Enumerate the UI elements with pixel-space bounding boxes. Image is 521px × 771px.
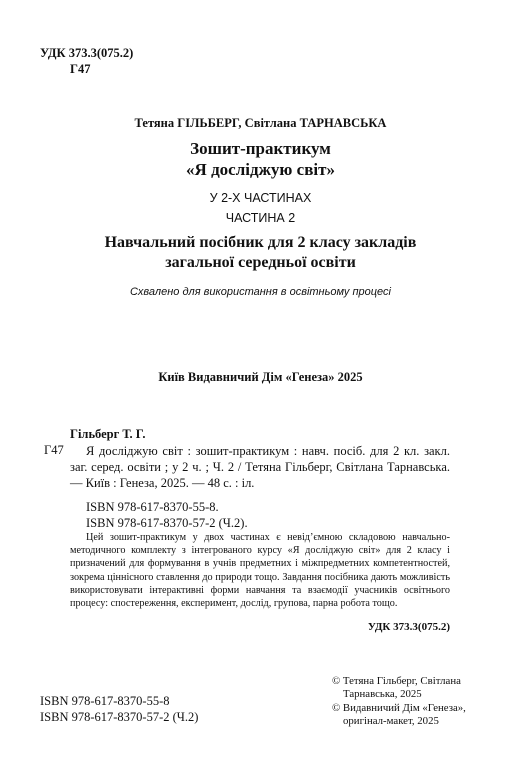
- catalog-card-code: Г47: [44, 443, 64, 457]
- book-title-line: Зошит-практикум: [190, 139, 331, 158]
- approval-note: Схвалено для використання в освітньому процесі: [129, 286, 391, 298]
- book-authors: Тетяна ГІЛЬБЕРГ, Світлана ТАРНАВСЬКА: [134, 116, 387, 130]
- isbn-line: ISBN 978-617-8370-55-8.: [86, 500, 219, 514]
- isbn-line: ISBN 978-617-8370-57-2 (Ч.2): [40, 710, 199, 724]
- book-title: [0, 138, 521, 180]
- publisher-imprint: Київ Видавничий Дім «Генеза» 2025: [158, 370, 363, 384]
- book-subtitle: [0, 233, 521, 273]
- copyright-line: оригінал-макет, 2025: [343, 715, 439, 728]
- catalog-card-annotation: Цей зошит-практикум у двох частинах є невід’ємною складовою навчально-методичного комплекту з інтегрованого курсу «Я досліджую світ» для 2 класу і призначений для формування в учнів предметних і міжпредметних компетентностей, зокрема ціннісного ставлення до природи тощо. Завдання посібника дають можливість використовувати інтерактивні форми навчання та взаємодії учасників освітнього процесу: спостереження, експеримент, дослід, групова, парна робота тощо.: [70, 532, 450, 610]
- author-mark: Г47: [70, 62, 91, 76]
- udk-code: УДК 373.3(075.2): [40, 46, 134, 60]
- parts-count: У 2-Х ЧАСТИНАХ: [209, 191, 312, 205]
- part-number: ЧАСТИНА 2: [225, 211, 296, 225]
- copyright-line: © Тетяна Гільберг, Світлана: [332, 675, 461, 687]
- bottom-isbn-block: [40, 693, 198, 725]
- catalog-card-udk: УДК 373.3(075.2): [367, 621, 450, 633]
- catalog-card-author: Гільберг Т. Г.: [70, 427, 146, 441]
- book-title-line: «Я досліджую світ»: [186, 160, 335, 179]
- copyright-line: © Видавничий Дім «Генеза»,: [332, 701, 466, 714]
- copyright-line: Тарнавська, 2025: [343, 688, 422, 701]
- udk-header: [40, 45, 133, 77]
- isbn-line: ISBN 978-617-8370-55-8: [40, 694, 170, 708]
- copyright-block: [332, 675, 466, 729]
- catalog-card-isbns: [86, 499, 248, 531]
- book-subtitle-line: загальної середньої освіти: [165, 254, 356, 271]
- book-subtitle-line: Навчальний посібник для 2 класу закладів: [104, 234, 417, 251]
- catalog-card-description: Я досліджую світ : зошит-практикум : навч. посіб. для 2 кл. закл. заг. серед. освіти ; у 2 ч. ; Ч. 2 / Тетяна Гільберг, Світлана Тарнавська. — Київ : Генеза, 2025. — 48 с. : іл.: [70, 444, 450, 490]
- isbn-line: ISBN 978-617-8370-57-2 (Ч.2).: [86, 516, 248, 530]
- book-parts: [0, 188, 521, 228]
